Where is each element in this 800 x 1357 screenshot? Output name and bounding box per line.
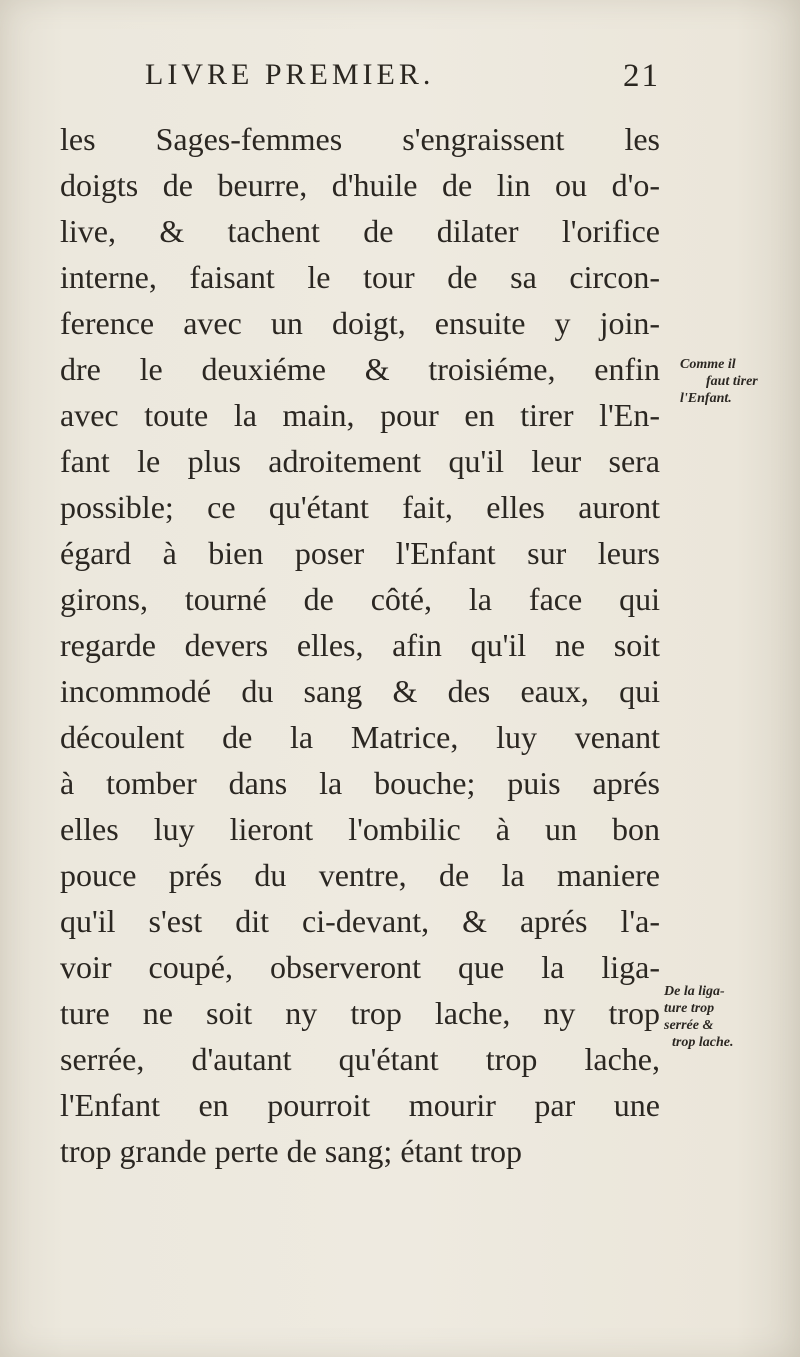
text-line: doigts de beurre, d'huile de lin ou d'o- <box>60 167 660 203</box>
page-header <box>145 58 660 108</box>
text-line: regarde devers elles, afin qu'il ne soit <box>60 627 660 663</box>
margin-note-line: faut tirer <box>706 374 758 389</box>
running-title: LIVRE PREMIER. <box>145 58 435 91</box>
text-line: égard à bien poser l'Enfant sur leurs <box>60 535 660 571</box>
text-line: à tomber dans la bouche; puis aprés <box>60 765 660 801</box>
text-line: ference avec un doigt, ensuite y join- <box>60 305 660 341</box>
margin-note-line: l'Enfant. <box>680 391 732 406</box>
margin-note-line: trop lache. <box>672 1035 734 1050</box>
text-line: voir coupé, observeront que la liga- <box>60 949 660 985</box>
text-line: ture ne soit ny trop lache, ny trop <box>60 995 660 1031</box>
text-line: incommodé du sang & des eaux, qui <box>60 673 660 709</box>
text-line: interne, faisant le tour de sa circon- <box>60 259 660 295</box>
text-line: possible; ce qu'étant fait, elles auront <box>60 489 660 525</box>
page-number: 21 <box>623 58 660 94</box>
text-line: avec toute la main, pour en tirer l'En- <box>60 397 660 433</box>
margin-note-line: serrée & <box>664 1018 714 1033</box>
text-line: fant le plus adroitement qu'il leur sera <box>60 443 660 479</box>
margin-note-line: ture trop <box>664 1001 715 1016</box>
text-line: elles luy lieront l'ombilic à un bon <box>60 811 660 847</box>
text-line: pouce prés du ventre, de la maniere <box>60 857 660 893</box>
text-line: les Sages-femmes s'engraissent les <box>60 121 660 157</box>
text-line: dre le deuxiéme & troisiéme, enfin <box>60 351 660 387</box>
text-line: girons, tourné de côté, la face qui <box>60 581 660 617</box>
margin-note-ligature <box>664 983 790 1051</box>
margin-note-line: De la liga- <box>664 984 725 999</box>
text-line: live, & tachent de dilater l'orifice <box>60 213 660 249</box>
margin-note-line: Comme il <box>680 357 736 372</box>
text-line: serrée, d'autant qu'étant trop lache, <box>60 1041 660 1077</box>
text-line: trop grande perte de sang; étant trop <box>60 1133 523 1169</box>
body-text <box>60 116 660 1174</box>
text-line: qu'il s'est dit ci-devant, & aprés l'a- <box>60 903 660 939</box>
text-line: l'Enfant en pourroit mourir par une <box>60 1087 660 1123</box>
text-line: découlent de la Matrice, luy venant <box>60 719 660 755</box>
margin-note-extraction <box>680 356 790 407</box>
